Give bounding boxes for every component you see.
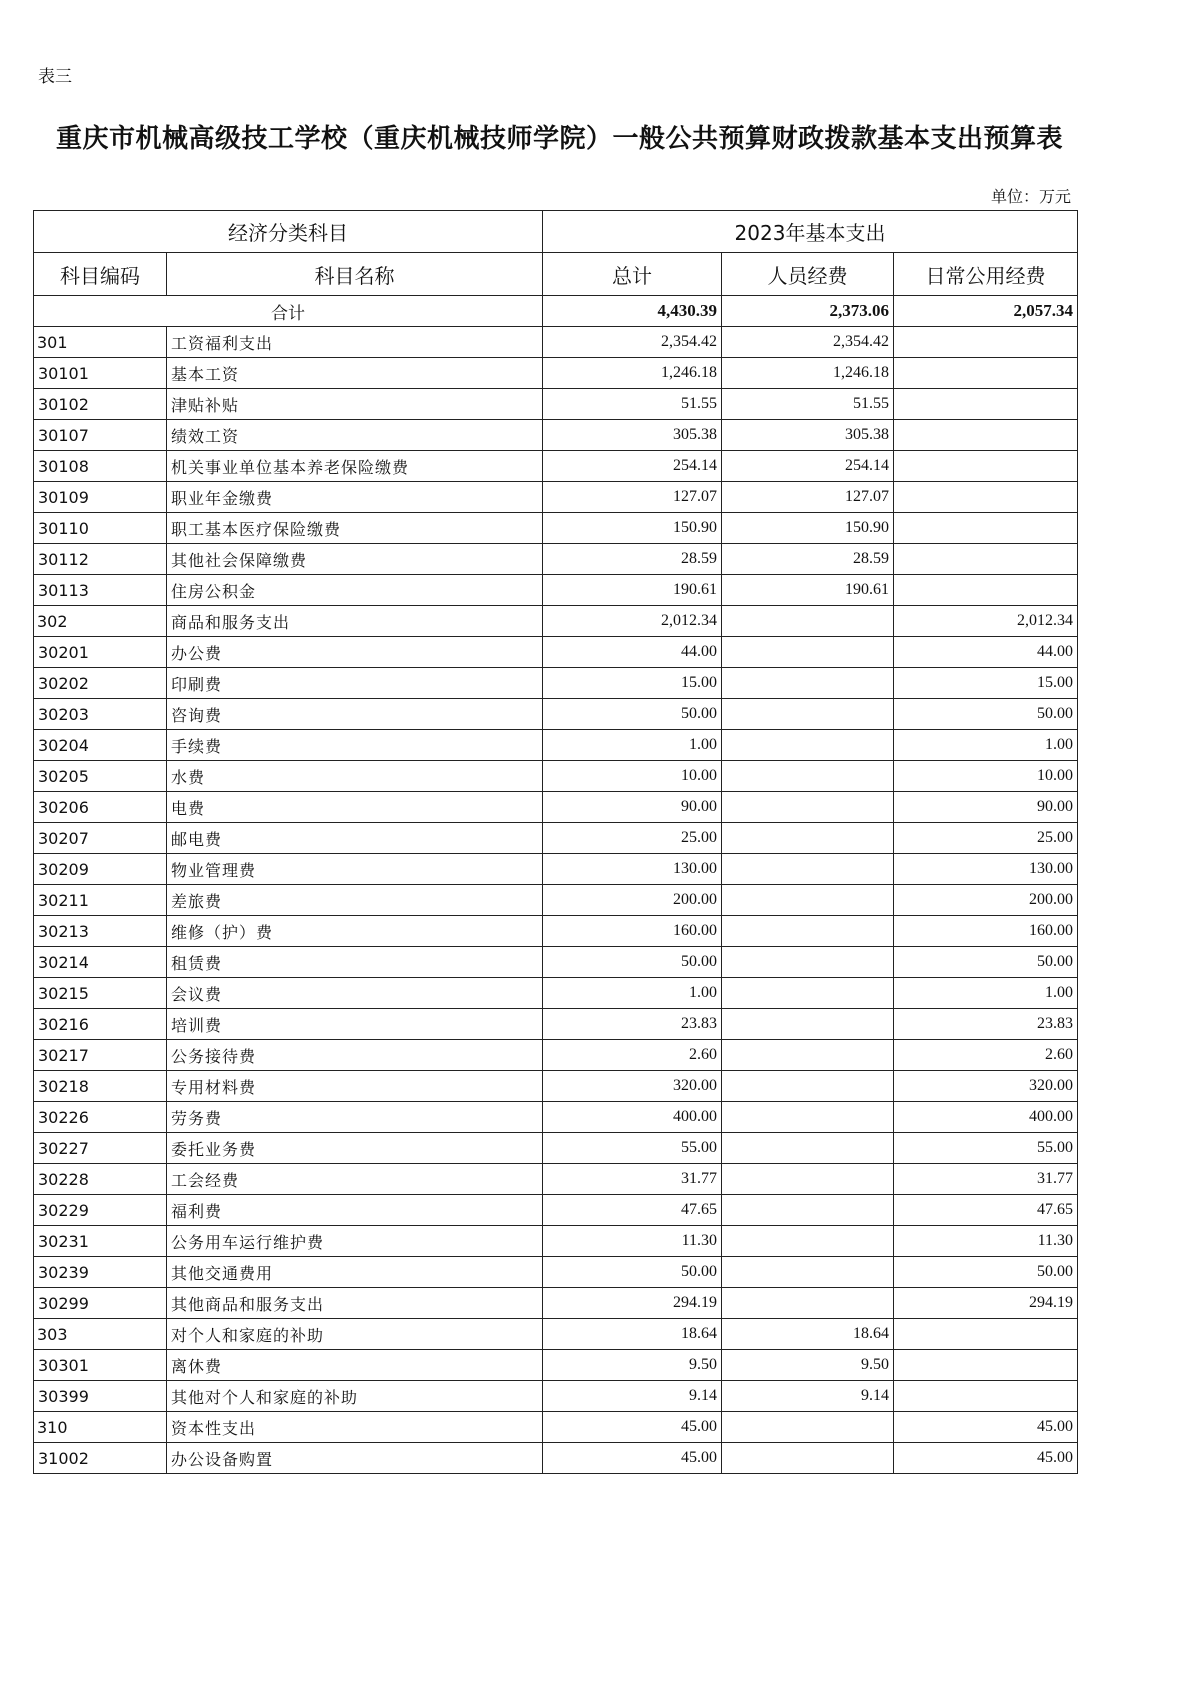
cell-code: 30216 (34, 1009, 167, 1040)
cell-personnel: 127.07 (722, 482, 894, 513)
cell-personnel (722, 1412, 894, 1443)
cell-name: 对个人和家庭的补助 (167, 1319, 543, 1350)
cell-name: 水费 (167, 761, 543, 792)
cell-total: 23.83 (543, 1009, 722, 1040)
cell-public: 44.00 (894, 637, 1078, 668)
cell-code: 30204 (34, 730, 167, 761)
unit-label: 单位：万元 (990, 187, 1071, 206)
table-row (34, 482, 1078, 513)
cell-name: 基本工资 (167, 358, 543, 389)
cell-name: 职工基本医疗保险缴费 (167, 513, 543, 544)
table-row (34, 1257, 1078, 1288)
cell-total: 254.14 (543, 451, 722, 482)
cell-code: 30231 (34, 1226, 167, 1257)
cell-public (894, 1381, 1078, 1412)
cell-name: 专用材料费 (167, 1071, 543, 1102)
cell-total: 2,354.42 (543, 327, 722, 358)
header-expenditure: 2023年基本支出 (543, 211, 1078, 253)
cell-public: 50.00 (894, 947, 1078, 978)
cell-personnel: 9.50 (722, 1350, 894, 1381)
cell-personnel: 51.55 (722, 389, 894, 420)
table-row (34, 1195, 1078, 1226)
cell-personnel: 28.59 (722, 544, 894, 575)
table-row (34, 854, 1078, 885)
table-row (34, 792, 1078, 823)
cell-public: 11.30 (894, 1226, 1078, 1257)
cell-code: 30209 (34, 854, 167, 885)
cell-total: 1.00 (543, 730, 722, 761)
table-row (34, 606, 1078, 637)
cell-total: 31.77 (543, 1164, 722, 1195)
cell-personnel: 150.90 (722, 513, 894, 544)
cell-code: 30228 (34, 1164, 167, 1195)
cell-total: 10.00 (543, 761, 722, 792)
cell-code: 30217 (34, 1040, 167, 1071)
cell-total: 50.00 (543, 1257, 722, 1288)
cell-total: 9.14 (543, 1381, 722, 1412)
cell-code: 30207 (34, 823, 167, 854)
cell-total: 25.00 (543, 823, 722, 854)
cell-code: 30101 (34, 358, 167, 389)
cell-public: 55.00 (894, 1133, 1078, 1164)
cell-total: 51.55 (543, 389, 722, 420)
cell-total: 160.00 (543, 916, 722, 947)
cell-public (894, 544, 1078, 575)
table-row (34, 978, 1078, 1009)
cell-total: 45.00 (543, 1443, 722, 1474)
table-row (34, 885, 1078, 916)
cell-total: 294.19 (543, 1288, 722, 1319)
cell-total: 320.00 (543, 1071, 722, 1102)
cell-public: 45.00 (894, 1412, 1078, 1443)
table-body (34, 296, 1078, 1474)
cell-public: 320.00 (894, 1071, 1078, 1102)
column-header-code: 科目编码 (34, 253, 167, 296)
cell-public (894, 420, 1078, 451)
cell-code: 31002 (34, 1443, 167, 1474)
cell-total: 28.59 (543, 544, 722, 575)
cell-name: 绩效工资 (167, 420, 543, 451)
cell-personnel: 254.14 (722, 451, 894, 482)
cell-public (894, 451, 1078, 482)
column-header-public: 日常公用经费 (894, 253, 1078, 296)
cell-personnel (722, 1164, 894, 1195)
cell-public: 25.00 (894, 823, 1078, 854)
cell-personnel (722, 606, 894, 637)
cell-name: 劳务费 (167, 1102, 543, 1133)
cell-total: 44.00 (543, 637, 722, 668)
table-row (34, 1443, 1078, 1474)
cell-name: 公务用车运行维护费 (167, 1226, 543, 1257)
cell-total: 190.61 (543, 575, 722, 606)
cell-code: 30206 (34, 792, 167, 823)
cell-total: 200.00 (543, 885, 722, 916)
cell-public: 2.60 (894, 1040, 1078, 1071)
cell-name: 办公设备购置 (167, 1443, 543, 1474)
cell-personnel (722, 947, 894, 978)
cell-total: 15.00 (543, 668, 722, 699)
cell-personnel (722, 1133, 894, 1164)
cell-code: 30211 (34, 885, 167, 916)
cell-name: 差旅费 (167, 885, 543, 916)
cell-total: 90.00 (543, 792, 722, 823)
cell-code: 30229 (34, 1195, 167, 1226)
cell-code: 30226 (34, 1102, 167, 1133)
cell-personnel (722, 916, 894, 947)
cell-public (894, 482, 1078, 513)
cell-personnel (722, 699, 894, 730)
cell-name: 福利费 (167, 1195, 543, 1226)
cell-code: 30108 (34, 451, 167, 482)
cell-code: 30205 (34, 761, 167, 792)
cell-public: 400.00 (894, 1102, 1078, 1133)
cell-total: 9.50 (543, 1350, 722, 1381)
cell-public (894, 389, 1078, 420)
column-header-personnel: 人员经费 (722, 253, 894, 296)
total-public: 2,057.34 (894, 296, 1078, 327)
cell-personnel (722, 668, 894, 699)
cell-code: 30112 (34, 544, 167, 575)
cell-public: 130.00 (894, 854, 1078, 885)
cell-total: 11.30 (543, 1226, 722, 1257)
cell-personnel (722, 885, 894, 916)
cell-name: 其他对个人和家庭的补助 (167, 1381, 543, 1412)
cell-public (894, 513, 1078, 544)
table-row (34, 389, 1078, 420)
table-row (34, 1288, 1078, 1319)
cell-code: 30107 (34, 420, 167, 451)
cell-name: 手续费 (167, 730, 543, 761)
cell-name: 工会经费 (167, 1164, 543, 1195)
total-amount: 4,430.39 (543, 296, 722, 327)
cell-public (894, 1319, 1078, 1350)
cell-public: 47.65 (894, 1195, 1078, 1226)
cell-personnel (722, 823, 894, 854)
table-row (34, 668, 1078, 699)
cell-code: 30203 (34, 699, 167, 730)
cell-total: 130.00 (543, 854, 722, 885)
cell-public (894, 327, 1078, 358)
cell-code: 30239 (34, 1257, 167, 1288)
cell-name: 邮电费 (167, 823, 543, 854)
table-row (34, 637, 1078, 668)
table-row (34, 1381, 1078, 1412)
cell-personnel (722, 761, 894, 792)
cell-total: 50.00 (543, 699, 722, 730)
cell-personnel: 1,246.18 (722, 358, 894, 389)
cell-personnel (722, 1102, 894, 1133)
cell-name: 咨询费 (167, 699, 543, 730)
table-row (34, 358, 1078, 389)
cell-public: 2,012.34 (894, 606, 1078, 637)
table-row (34, 1133, 1078, 1164)
cell-total: 55.00 (543, 1133, 722, 1164)
cell-code: 30201 (34, 637, 167, 668)
cell-name: 职业年金缴费 (167, 482, 543, 513)
cell-public: 10.00 (894, 761, 1078, 792)
cell-personnel: 9.14 (722, 1381, 894, 1412)
cell-personnel: 190.61 (722, 575, 894, 606)
cell-personnel (722, 1195, 894, 1226)
cell-name: 租赁费 (167, 947, 543, 978)
column-header-total: 总计 (543, 253, 722, 296)
cell-code: 30299 (34, 1288, 167, 1319)
cell-code: 30102 (34, 389, 167, 420)
table-row (34, 823, 1078, 854)
cell-total: 2.60 (543, 1040, 722, 1071)
table-row (34, 947, 1078, 978)
cell-public: 1.00 (894, 730, 1078, 761)
cell-personnel (722, 637, 894, 668)
cell-public: 50.00 (894, 1257, 1078, 1288)
cell-total: 47.65 (543, 1195, 722, 1226)
cell-name: 会议费 (167, 978, 543, 1009)
cell-personnel (722, 1226, 894, 1257)
cell-public: 90.00 (894, 792, 1078, 823)
cell-total: 305.38 (543, 420, 722, 451)
cell-total: 127.07 (543, 482, 722, 513)
table-row (34, 451, 1078, 482)
cell-public: 160.00 (894, 916, 1078, 947)
cell-name: 资本性支出 (167, 1412, 543, 1443)
cell-total: 400.00 (543, 1102, 722, 1133)
cell-code: 30227 (34, 1133, 167, 1164)
cell-total: 1,246.18 (543, 358, 722, 389)
table-row (34, 699, 1078, 730)
table-row (34, 1009, 1078, 1040)
cell-personnel (722, 1009, 894, 1040)
cell-name: 工资福利支出 (167, 327, 543, 358)
cell-public: 200.00 (894, 885, 1078, 916)
cell-code: 30213 (34, 916, 167, 947)
cell-code: 30215 (34, 978, 167, 1009)
cell-code: 30214 (34, 947, 167, 978)
table-row (34, 761, 1078, 792)
cell-name: 委托业务费 (167, 1133, 543, 1164)
cell-personnel (722, 1257, 894, 1288)
cell-code: 30399 (34, 1381, 167, 1412)
cell-code: 310 (34, 1412, 167, 1443)
cell-total: 150.90 (543, 513, 722, 544)
cell-name: 公务接待费 (167, 1040, 543, 1071)
cell-code: 30110 (34, 513, 167, 544)
cell-public: 31.77 (894, 1164, 1078, 1195)
total-personnel: 2,373.06 (722, 296, 894, 327)
cell-name: 其他交通费用 (167, 1257, 543, 1288)
cell-code: 30218 (34, 1071, 167, 1102)
cell-personnel (722, 1040, 894, 1071)
table-row (34, 1226, 1078, 1257)
table-row (34, 544, 1078, 575)
cell-personnel (722, 1288, 894, 1319)
column-header-name: 科目名称 (167, 253, 543, 296)
cell-name: 培训费 (167, 1009, 543, 1040)
cell-name: 办公费 (167, 637, 543, 668)
cell-name: 离休费 (167, 1350, 543, 1381)
cell-public (894, 1350, 1078, 1381)
cell-public: 1.00 (894, 978, 1078, 1009)
cell-name: 机关事业单位基本养老保险缴费 (167, 451, 543, 482)
cell-personnel (722, 978, 894, 1009)
cell-personnel: 18.64 (722, 1319, 894, 1350)
cell-name: 印刷费 (167, 668, 543, 699)
page-title: 重庆市机械高级技工学校（重庆机械技师学院）一般公共预算财政拨款基本支出预算表 (55, 124, 1063, 154)
cell-code: 30113 (34, 575, 167, 606)
cell-personnel (722, 1071, 894, 1102)
page-label: 表三 (38, 67, 72, 87)
header-classification: 经济分类科目 (34, 211, 543, 253)
cell-personnel (722, 792, 894, 823)
cell-total: 18.64 (543, 1319, 722, 1350)
cell-public (894, 358, 1078, 389)
cell-total: 2,012.34 (543, 606, 722, 637)
cell-public: 294.19 (894, 1288, 1078, 1319)
cell-public: 50.00 (894, 699, 1078, 730)
table-row (34, 1164, 1078, 1195)
total-row (34, 296, 1078, 327)
table-row (34, 420, 1078, 451)
cell-code: 30202 (34, 668, 167, 699)
cell-total: 1.00 (543, 978, 722, 1009)
cell-name: 其他社会保障缴费 (167, 544, 543, 575)
table-row (34, 1040, 1078, 1071)
total-label: 合计 (34, 296, 543, 327)
table-row (34, 1102, 1078, 1133)
cell-public: 45.00 (894, 1443, 1078, 1474)
cell-code: 30301 (34, 1350, 167, 1381)
cell-total: 45.00 (543, 1412, 722, 1443)
cell-personnel (722, 730, 894, 761)
table-row (34, 1071, 1078, 1102)
table-row (34, 327, 1078, 358)
cell-code: 301 (34, 327, 167, 358)
cell-total: 50.00 (543, 947, 722, 978)
cell-code: 302 (34, 606, 167, 637)
table-row (34, 916, 1078, 947)
cell-name: 其他商品和服务支出 (167, 1288, 543, 1319)
cell-code: 30109 (34, 482, 167, 513)
cell-name: 住房公积金 (167, 575, 543, 606)
cell-personnel: 305.38 (722, 420, 894, 451)
cell-name: 商品和服务支出 (167, 606, 543, 637)
cell-personnel: 2,354.42 (722, 327, 894, 358)
table-row (34, 1350, 1078, 1381)
table-row (34, 730, 1078, 761)
table-row (34, 513, 1078, 544)
table-row (34, 575, 1078, 606)
cell-name: 电费 (167, 792, 543, 823)
cell-name: 津贴补贴 (167, 389, 543, 420)
budget-table (33, 210, 1078, 1474)
cell-personnel (722, 1443, 894, 1474)
cell-public: 23.83 (894, 1009, 1078, 1040)
table-row (34, 1412, 1078, 1443)
cell-personnel (722, 854, 894, 885)
cell-public (894, 575, 1078, 606)
cell-name: 物业管理费 (167, 854, 543, 885)
table-row (34, 1319, 1078, 1350)
cell-public: 15.00 (894, 668, 1078, 699)
cell-code: 303 (34, 1319, 167, 1350)
cell-name: 维修（护）费 (167, 916, 543, 947)
